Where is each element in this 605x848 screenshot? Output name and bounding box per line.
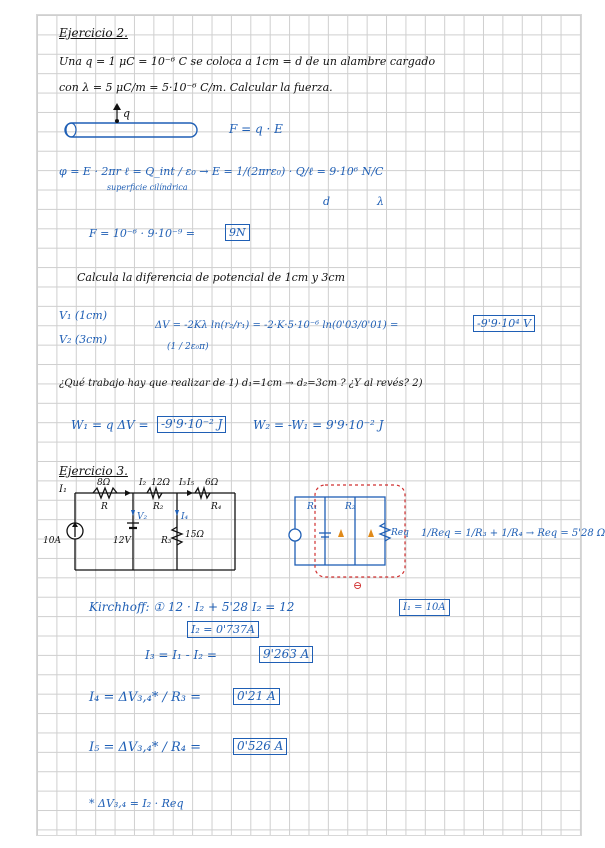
i4-expression: I₄ = ΔV₃,₄* / R₃ = [89, 690, 202, 705]
potential-difference-box: -9'9·10⁴ V [473, 315, 535, 332]
circuit-r1-name: R [101, 502, 108, 512]
gauss-under-d: d [323, 195, 331, 208]
kirchhoff-equation: Kirchhoff: ① 12 · I₂ + 5'28 I₂ = 12 [89, 600, 295, 614]
i3-expression: I₃ = I₁ - I₂ = [145, 648, 217, 662]
force-result-expression: F = 10⁻⁶ · 9·10⁻⁹ = [89, 227, 195, 240]
i3-box: 9'263 A [259, 646, 313, 663]
equivalent-resistance-equation: 1/Req = 1/R₃ + 1/R₄ → Req = 5'28 Ω [421, 528, 605, 539]
eq-circuit-mark: ⊖ [353, 579, 363, 592]
circuit-r3-value: 15Ω [185, 530, 204, 540]
circuit-source: 10A [43, 536, 61, 546]
circuit-i2: I₂ [139, 478, 147, 488]
notebook-page [36, 14, 605, 836]
circuit-r4-name: R₄ [211, 502, 222, 512]
potential-difference-equation: ΔV = -2Kλ ln(r₂/r₁) = -2·K·5·10⁻⁶ ln(0'03/0'01) = [155, 320, 399, 331]
equivalent-circuit-diagram [37, 15, 581, 835]
i1-box: I₁ = 10A [399, 599, 450, 616]
gauss-equation: φ = E · 2πr ℓ = Q_int / ε₀ → E = 1/(2πrε₀) · Q/ℓ = 9·10⁶ N/C [59, 165, 384, 178]
eq-circuit-r1: R₁ [307, 502, 318, 512]
ex2-title: Ejercicio 2. [59, 26, 128, 40]
eq-circuit-r2: R₂ [345, 502, 356, 512]
gauss-under-lambda: λ [377, 195, 384, 208]
work-question: ¿Qué trabajo hay que realizar de 1) d₁=1cm → d₂=3cm ? ¿Y al revés? 2) [59, 378, 423, 389]
charge-label: q [123, 107, 131, 120]
circuit-v2: V₂ [137, 512, 148, 522]
ex2-statement-line1: Una q = 1 μC = 10⁻⁶ C se coloca a 1cm = d de un alambre cargado [59, 55, 436, 68]
gauss-note: superficie cilíndrica [107, 183, 188, 192]
circuit-r2-value: 12Ω [151, 478, 170, 488]
force-result-box: 9N [225, 224, 250, 241]
potential-question: Calcula la diferencia de potencial de 1cm y 3cm [77, 271, 346, 284]
circuit-r1-value: 8Ω [97, 478, 111, 488]
work1-expression: W₁ = q ΔV = [71, 418, 149, 432]
circuit-r4-value: 6Ω [205, 478, 219, 488]
coulomb-constant-note: (1 / 2ε₀π) [167, 342, 209, 352]
work2-expression: W₂ = -W₁ = 9'9·10⁻² J [253, 418, 384, 432]
v1-label: V₁ (1cm) [59, 309, 108, 322]
eq-circuit-req: Req [391, 528, 409, 538]
circuit-i1: I₁ [59, 484, 67, 495]
ex3-title: Ejercicio 3. [59, 464, 128, 478]
circuit-i3: I₃ [179, 478, 187, 488]
ex2-statement-line2: con λ = 5 μC/m = 5·10⁻⁶ C/m. Calcular la fuerza. [59, 81, 333, 94]
work1-box: -9'9·10⁻² J [157, 416, 226, 433]
force-equation: F = q · E [229, 122, 283, 136]
circuit-r2-name: R₂ [153, 502, 164, 512]
i2-box: I₂ = 0'737A [187, 621, 259, 638]
footnote-equation: * ΔV₃,₄ = I₂ · Req [89, 797, 184, 810]
circuit-r3-name: R₃ [161, 536, 172, 546]
i4-box: 0'21 A [233, 688, 280, 705]
circuit-voltage: 12V [113, 536, 131, 546]
i5-box: 0'526 A [233, 738, 287, 755]
i5-expression: I₅ = ΔV₃,₄* / R₄ = [89, 740, 202, 755]
v2-label: V₂ (3cm) [59, 333, 108, 346]
circuit-i4: I₄ [181, 512, 189, 522]
circuit-i5: I₅ [187, 478, 195, 488]
